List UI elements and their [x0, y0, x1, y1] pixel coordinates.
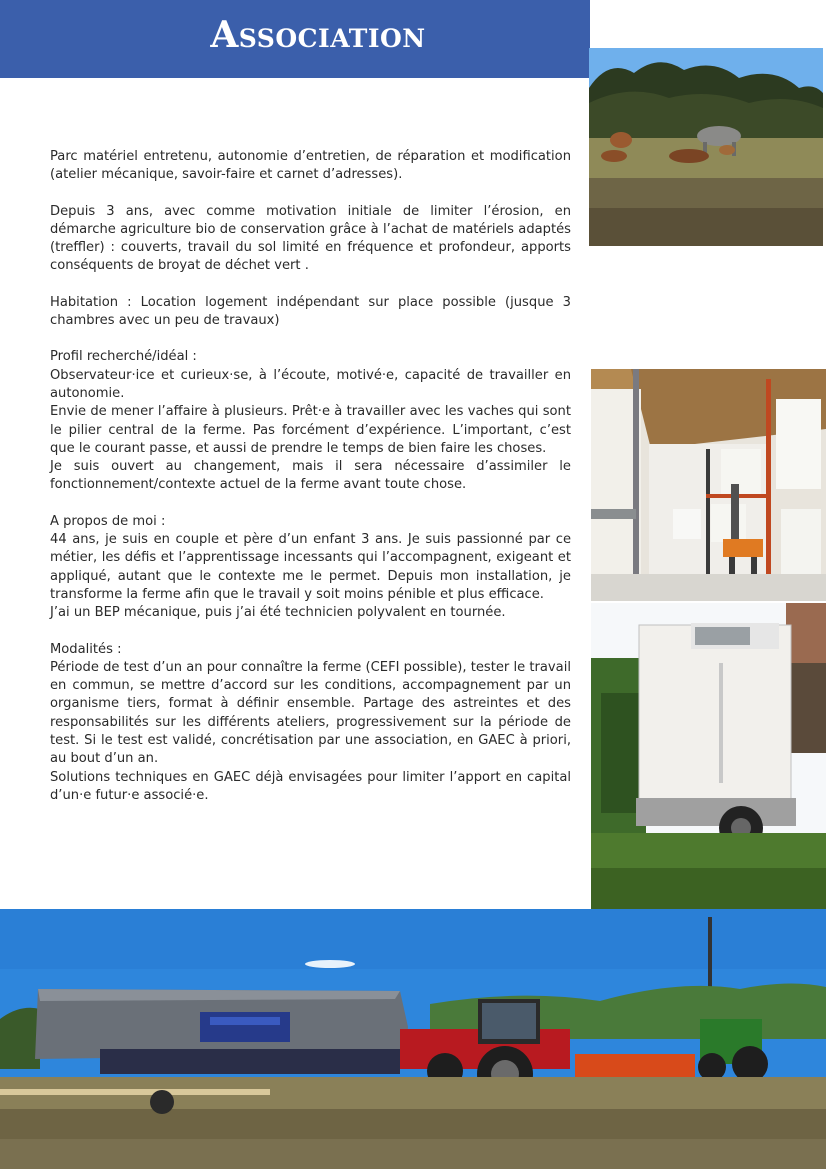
- about-heading: A propos de moi :: [50, 513, 166, 529]
- section-about: [50, 513, 571, 623]
- terms-line: Période de test d’un an pour connaître la ferme (CEFI possible), tester le travail en commun, se mettre d’accord sur les conditions, accompagnement par un organisme tiers, format à définir ensemble. Partage des astreintes et des responsabilités sur les différents ateliers, progressivement sur la période de test. Si le test est validé, concrétisation par une association, en GAEC à priori, au bout d’un an.: [50, 659, 571, 767]
- profile-heading: Profil recherché/idéal :: [50, 349, 197, 365]
- paragraph-equipment: Parc matériel entretenu, autonomie d’entretien, de réparation et modification (atelier mécanique, savoir-faire et carnet d’adresses).: [50, 149, 571, 183]
- machinery-photo: [0, 909, 826, 1169]
- trailer-photo: [591, 603, 826, 909]
- cattle-photo: [589, 48, 823, 246]
- housing-text: Location logement indépendant sur place possible (jusque 3 chambres avec un peu de travaux): [50, 294, 571, 329]
- section-terms: [50, 641, 571, 806]
- profile-line: Observateur·ice et curieux·se, à l’écoute, motivé·e, capacité de travailler en autonomie.: [50, 367, 571, 401]
- main-text: [50, 148, 571, 823]
- terms-line: Solutions techniques en GAEC déjà envisagées pour limiter l’apport en capital d’un·e futur·e associé·e.: [50, 769, 571, 803]
- profile-line: Envie de mener l’affaire à plusieurs. Prêt·e à travailler avec les vaches qui sont le pilier central de la ferme. Pas forcément d’expérience. L’important, c’est que le courant passe, et aussi de prendre le temps de bien faire les choses.: [50, 404, 571, 456]
- terms-heading: Modalités :: [50, 641, 122, 657]
- section-profile: [50, 348, 571, 494]
- paragraph-conservation: Depuis 3 ans, avec comme motivation initiale de limiter l’érosion, en démarche agriculture bio de conservation grâce à l’achat de matériels adaptés (treffler) : couverts, travail du sol limité en fréquence et profondeur, apports conséquents de broyat de déchet vert .: [50, 203, 571, 274]
- paragraph-housing: [50, 294, 571, 331]
- housing-label: Habitation :: [50, 294, 132, 310]
- about-line: J’ai un BEP mécanique, puis j’ai été technicien polyvalent en tournée.: [50, 605, 506, 621]
- about-line: 44 ans, je suis en couple et père d’un enfant 3 ans. Je suis passionné par ce métier, les défis et l’apprentissage incessants qui l’accompagnent, exigeant et appliqué, autant que le contexte me le permet. Depuis mon installation, je transforme la ferme afin que le travail y soit moins pénible et plus efficace.: [50, 532, 571, 602]
- profile-line: Je suis ouvert au changement, mais il sera nécessaire d’assimiler le fonctionnement/contexte actuel de la ferme avant toute chose.: [50, 459, 571, 493]
- page-title: Association: [210, 14, 426, 56]
- storage-photo: [591, 369, 826, 601]
